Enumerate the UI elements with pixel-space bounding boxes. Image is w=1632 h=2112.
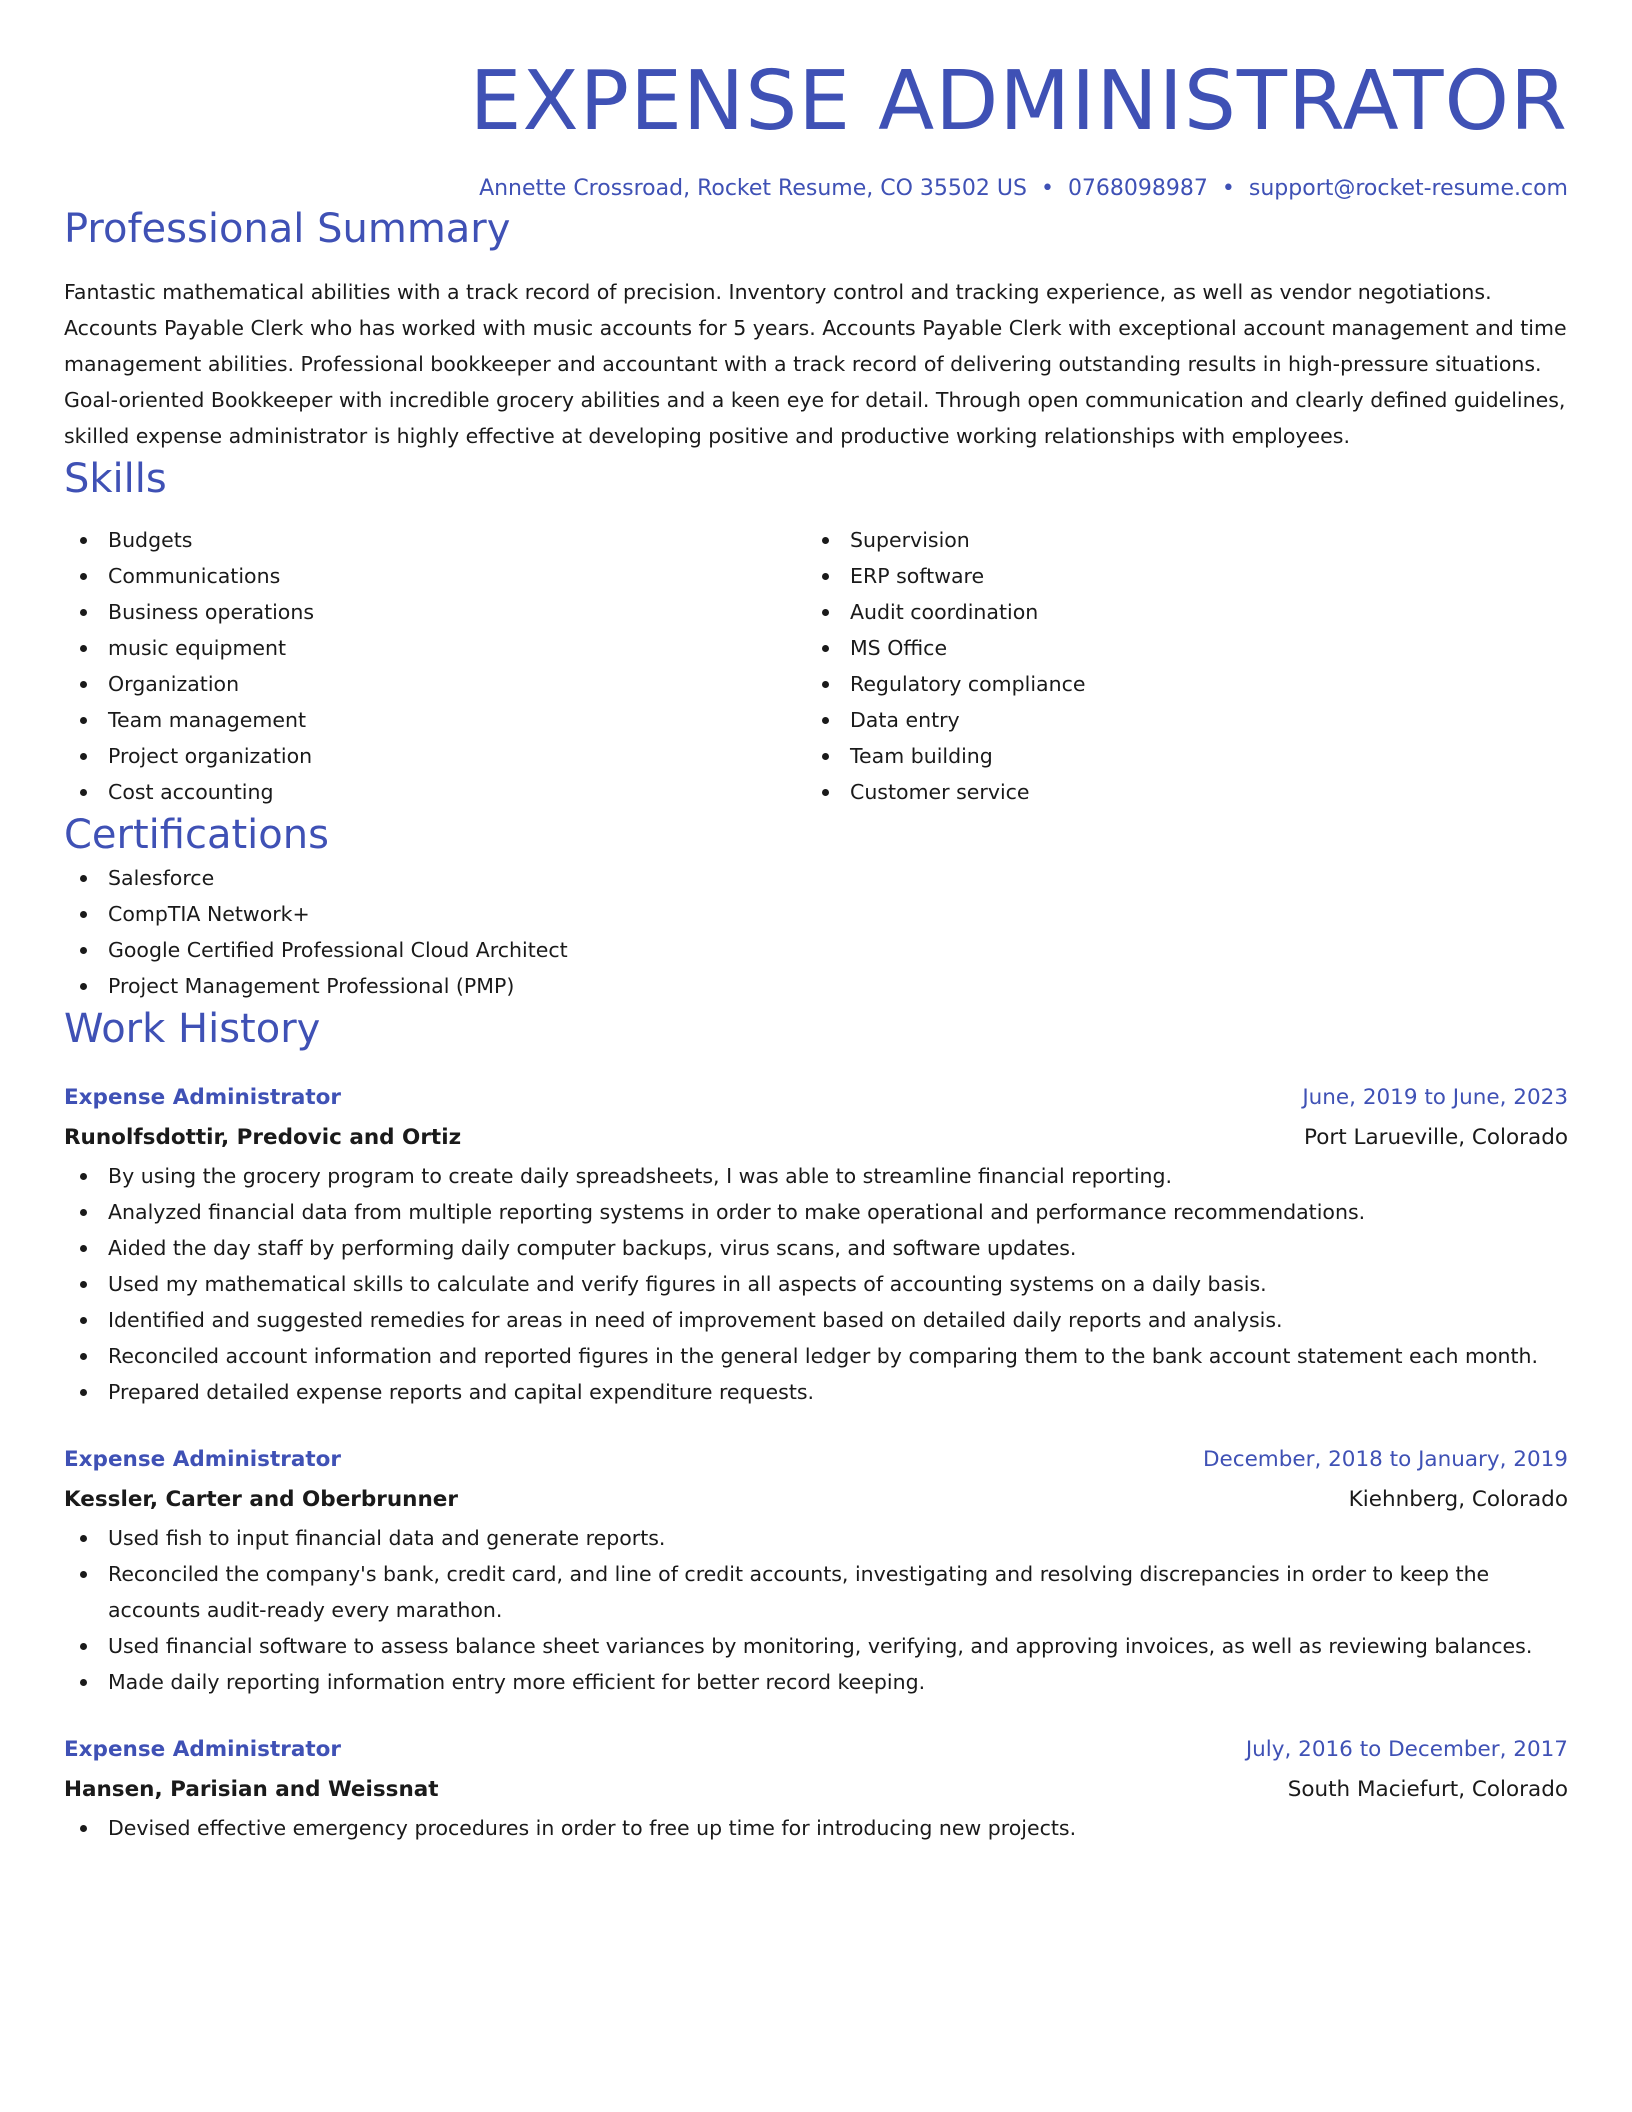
- contact-address: Annette Crossroad, Rocket Resume, CO 35502 US: [479, 176, 1027, 201]
- job-duties: [64, 1520, 1568, 1700]
- skill-item: Communications: [64, 558, 806, 594]
- job-duty: Devised effective emergency procedures in order to free up time for introducing new projects.: [64, 1810, 1568, 1846]
- resume-page: [64, 0, 1568, 1846]
- certification-item: Salesforce: [64, 860, 1568, 896]
- skill-item: Customer service: [806, 774, 1548, 810]
- job-role: Expense Administrator: [64, 1737, 342, 1762]
- job-duty: Reconciled the company's bank, credit card, and line of credit accounts, investigating and resolving discrepancies in order to keep the accounts audit-ready every marathon.: [64, 1556, 1568, 1628]
- skills-list-right: [806, 522, 1548, 810]
- skill-item: music equipment: [64, 630, 806, 666]
- job-duties: [64, 1810, 1568, 1846]
- job-entry: [64, 1730, 1568, 1846]
- work-history-heading: Work History: [64, 1006, 321, 1052]
- job-company: Kessler, Carter and Oberbrunner: [64, 1487, 458, 1512]
- skill-item: Audit coordination: [806, 594, 1548, 630]
- certification-item: CompTIA Network+: [64, 896, 1568, 932]
- skills-list-left: [64, 522, 806, 810]
- job-subheader: [64, 1770, 1568, 1810]
- summary-text: Fantastic mathematical abilities with a track record of precision. Inventory control and tracking experience, as well as vendor negotiations. Accounts Payable Clerk who has worked with music accounts for 5 years. Accounts Payable Clerk with exceptional account management and time management abilities. Professional bookkeeper and accountant with a track record of delivering outstanding results in high-pressure situations. Goal-oriented Bookkeeper with incredible grocery abilities and a keen eye for detail. Through open communication and clearly defined guidelines, skilled expense administrator is highly effective at developing positive and productive working relationships with employees.: [64, 280, 1567, 448]
- summary-heading: Professional Summary: [64, 206, 511, 252]
- skill-item: MS Office: [806, 630, 1548, 666]
- skills-column-right: [806, 522, 1548, 810]
- job-company: Hansen, Parisian and Weissnat: [64, 1777, 439, 1802]
- job-entry: [64, 1078, 1568, 1410]
- job-dates: December, 2018 to January, 2019: [1202, 1447, 1568, 1472]
- skills-columns: [64, 522, 1568, 810]
- skill-item: Regulatory compliance: [806, 666, 1548, 702]
- job-duty: Aided the day staff by performing daily computer backups, virus scans, and software updates.: [64, 1230, 1568, 1266]
- job-duties: [64, 1158, 1568, 1410]
- job-location: Port Larueville, Colorado: [1304, 1125, 1568, 1150]
- job-location: South Maciefurt, Colorado: [1287, 1777, 1568, 1802]
- job-role: Expense Administrator: [64, 1085, 342, 1110]
- job-dates: June, 2019 to June, 2023: [1302, 1085, 1568, 1110]
- skill-item: Data entry: [806, 702, 1548, 738]
- job-duty: Identified and suggested remedies for areas in need of improvement based on detailed daily reports and analysis.: [64, 1302, 1568, 1338]
- job-duty: Prepared detailed expense reports and capital expenditure requests.: [64, 1374, 1568, 1410]
- skill-item: Project organization: [64, 738, 806, 774]
- skill-item: Team building: [806, 738, 1548, 774]
- contact-separator: •: [1221, 176, 1235, 201]
- job-duty: Used financial software to assess balance sheet variances by monitoring, verifying, and approving invoices, as well as reviewing balances.: [64, 1628, 1568, 1664]
- job-subheader: [64, 1118, 1568, 1158]
- skill-item: Organization: [64, 666, 806, 702]
- resume-title: EXPENSE ADMINISTRATOR: [469, 54, 1568, 149]
- job-company: Runolfsdottir, Predovic and Ortiz: [64, 1125, 462, 1150]
- certification-item: Project Management Professional (PMP): [64, 968, 1568, 1004]
- job-subheader: [64, 1480, 1568, 1520]
- job-location: Kiehnberg, Colorado: [1348, 1487, 1568, 1512]
- contact-email[interactable]: support@rocket-resume.com: [1248, 176, 1568, 201]
- job-duty: Analyzed financial data from multiple reporting systems in order to make operational and performance recommendations.: [64, 1194, 1568, 1230]
- contact-phone: 0768098987: [1067, 176, 1208, 201]
- job-duty: Used fish to input financial data and generate reports.: [64, 1520, 1568, 1556]
- skills-column-left: [64, 522, 806, 810]
- skill-item: Business operations: [64, 594, 806, 630]
- job-dates: July, 2016 to December, 2017: [1245, 1737, 1568, 1762]
- job-header: [64, 1440, 1568, 1480]
- certifications-heading: Certifications: [64, 812, 329, 858]
- skill-item: Cost accounting: [64, 774, 806, 810]
- skill-item: Team management: [64, 702, 806, 738]
- job-duty: Made daily reporting information entry more efficient for better record keeping.: [64, 1664, 1568, 1700]
- job-entry: [64, 1440, 1568, 1700]
- skill-item: Supervision: [806, 522, 1548, 558]
- skill-item: ERP software: [806, 558, 1548, 594]
- job-duty: Used my mathematical skills to calculate and verify figures in all aspects of accounting systems on a daily basis.: [64, 1266, 1568, 1302]
- job-header: [64, 1730, 1568, 1770]
- job-duty: Reconciled account information and reported figures in the general ledger by comparing them to the bank account statement each month.: [64, 1338, 1568, 1374]
- job-duty: By using the grocery program to create daily spreadsheets, I was able to streamline financial reporting.: [64, 1158, 1568, 1194]
- job-header: [64, 1078, 1568, 1118]
- certification-item: Google Certified Professional Cloud Architect: [64, 932, 1568, 968]
- skill-item: Budgets: [64, 522, 806, 558]
- contact-separator: •: [1040, 176, 1054, 201]
- job-role: Expense Administrator: [64, 1447, 342, 1472]
- skills-heading: Skills: [64, 456, 167, 502]
- certifications-list: [64, 860, 1568, 1004]
- contact-line: [64, 174, 1568, 204]
